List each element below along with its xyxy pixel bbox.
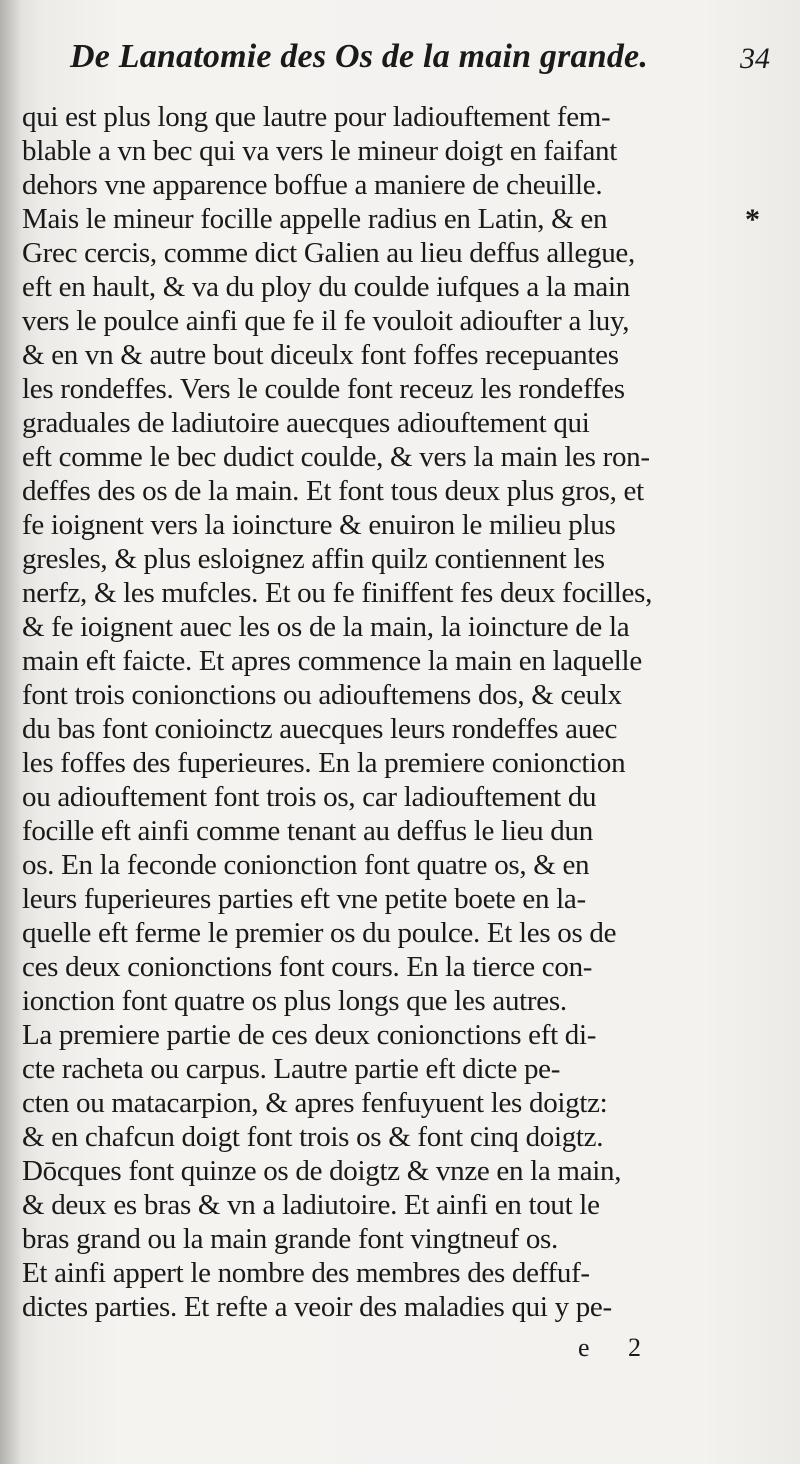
text-line: & deux es bras & vn a ladiutoire. Et ainfi en tout le xyxy=(22,1189,600,1221)
text-line: du bas font conioinctz auecques leurs rondeffes auec xyxy=(22,713,618,745)
body-text xyxy=(22,100,742,1324)
text-line: & en vn & autre bout diceulx font foffes recepuantes xyxy=(22,339,619,371)
text-line: blable a vn bec qui va vers le mineur doigt en faifant xyxy=(22,135,617,167)
text-line: La premiere partie de ces deux conionctions eft di- xyxy=(22,1019,597,1051)
signature-mark: e 2 xyxy=(578,1333,658,1362)
text-line: gresles, & plus esloignez affin quilz contiennent les xyxy=(22,543,605,575)
text-line: & fe ioignent auec les os de la main, la ioincture de la xyxy=(22,611,630,643)
marginal-asterisk: * xyxy=(745,203,760,236)
text-line: eft en hault, & va du ploy du coulde iufques a la main xyxy=(22,271,630,303)
text-line: font trois conionctions ou adiouftemens dos, & ceulx xyxy=(22,679,622,711)
text-line: Dōcques font quinze os de doigtz & vnze en la main, xyxy=(22,1155,622,1187)
text-line: fe ioignent vers la ioincture & enuiron le milieu plus xyxy=(22,509,616,541)
text-line: Mais le mineur focille appelle radius en Latin, & en xyxy=(22,203,608,235)
text-line: ionction font quatre os plus longs que les autres. xyxy=(22,985,567,1017)
text-line: cte racheta ou carpus. Lautre partie eft dicte pe- xyxy=(22,1053,561,1085)
text-line: focille eft ainfi comme tenant au deffus le lieu dun xyxy=(22,815,593,847)
spine-shadow xyxy=(0,0,22,1464)
text-line: bras grand ou la main grande font vingtneuf os. xyxy=(22,1223,558,1255)
text-line: eft comme le bec dudict coulde, & vers la main les ron- xyxy=(22,441,650,473)
text-line: Et ainfi appert le nombre des membres des deffuf- xyxy=(22,1257,590,1289)
page-number: 34 xyxy=(740,42,770,75)
text-line: Grec cercis, comme dict Galien au lieu deffus allegue, xyxy=(22,237,635,269)
text-line: dehors vne apparence boffue a maniere de cheuille. xyxy=(22,169,603,201)
text-line: ces deux conionctions font cours. En la tierce con- xyxy=(22,951,593,983)
text-line: ou adiouftement font trois os, car ladiouftement du xyxy=(22,781,597,813)
running-title: De Lanatomie des Os de la main grande. xyxy=(70,38,649,75)
text-line: cten ou matacarpion, & apres fenfuyuent les doigtz: xyxy=(22,1087,608,1119)
text-line: os. En la feconde conionction font quatre os, & en xyxy=(22,849,590,881)
text-line: main eft faicte. Et apres commence la main en laquelle xyxy=(22,645,642,677)
text-line: qui est plus long que lautre pour ladiouftement fem- xyxy=(22,101,611,133)
text-line: deffes des os de la main. Et font tous deux plus gros, et xyxy=(22,475,644,507)
text-line: quelle eft ferme le premier os du poulce. Et les os de xyxy=(22,917,617,949)
text-line: vers le poulce ainfi que fe il fe vouloit adioufter a luy, xyxy=(22,305,630,337)
text-line: leurs fuperieures parties eft vne petite boete en la- xyxy=(22,883,586,915)
text-line: les rondeffes. Vers le coulde font receuz les rondeffes xyxy=(22,373,625,405)
text-line: les foffes des fuperieures. En la premiere conionction xyxy=(22,747,626,779)
text-line: dictes parties. Et refte a veoir des maladies qui y pe- xyxy=(22,1291,612,1323)
text-line: nerfz, & les mufcles. Et ou fe finiffent fes deux focilles, xyxy=(22,577,653,609)
page-header xyxy=(70,38,770,82)
text-line: graduales de ladiutoire auecques adiouftement qui xyxy=(22,407,590,439)
text-line: & en chafcun doigt font trois os & font cinq doigtz. xyxy=(22,1121,604,1153)
